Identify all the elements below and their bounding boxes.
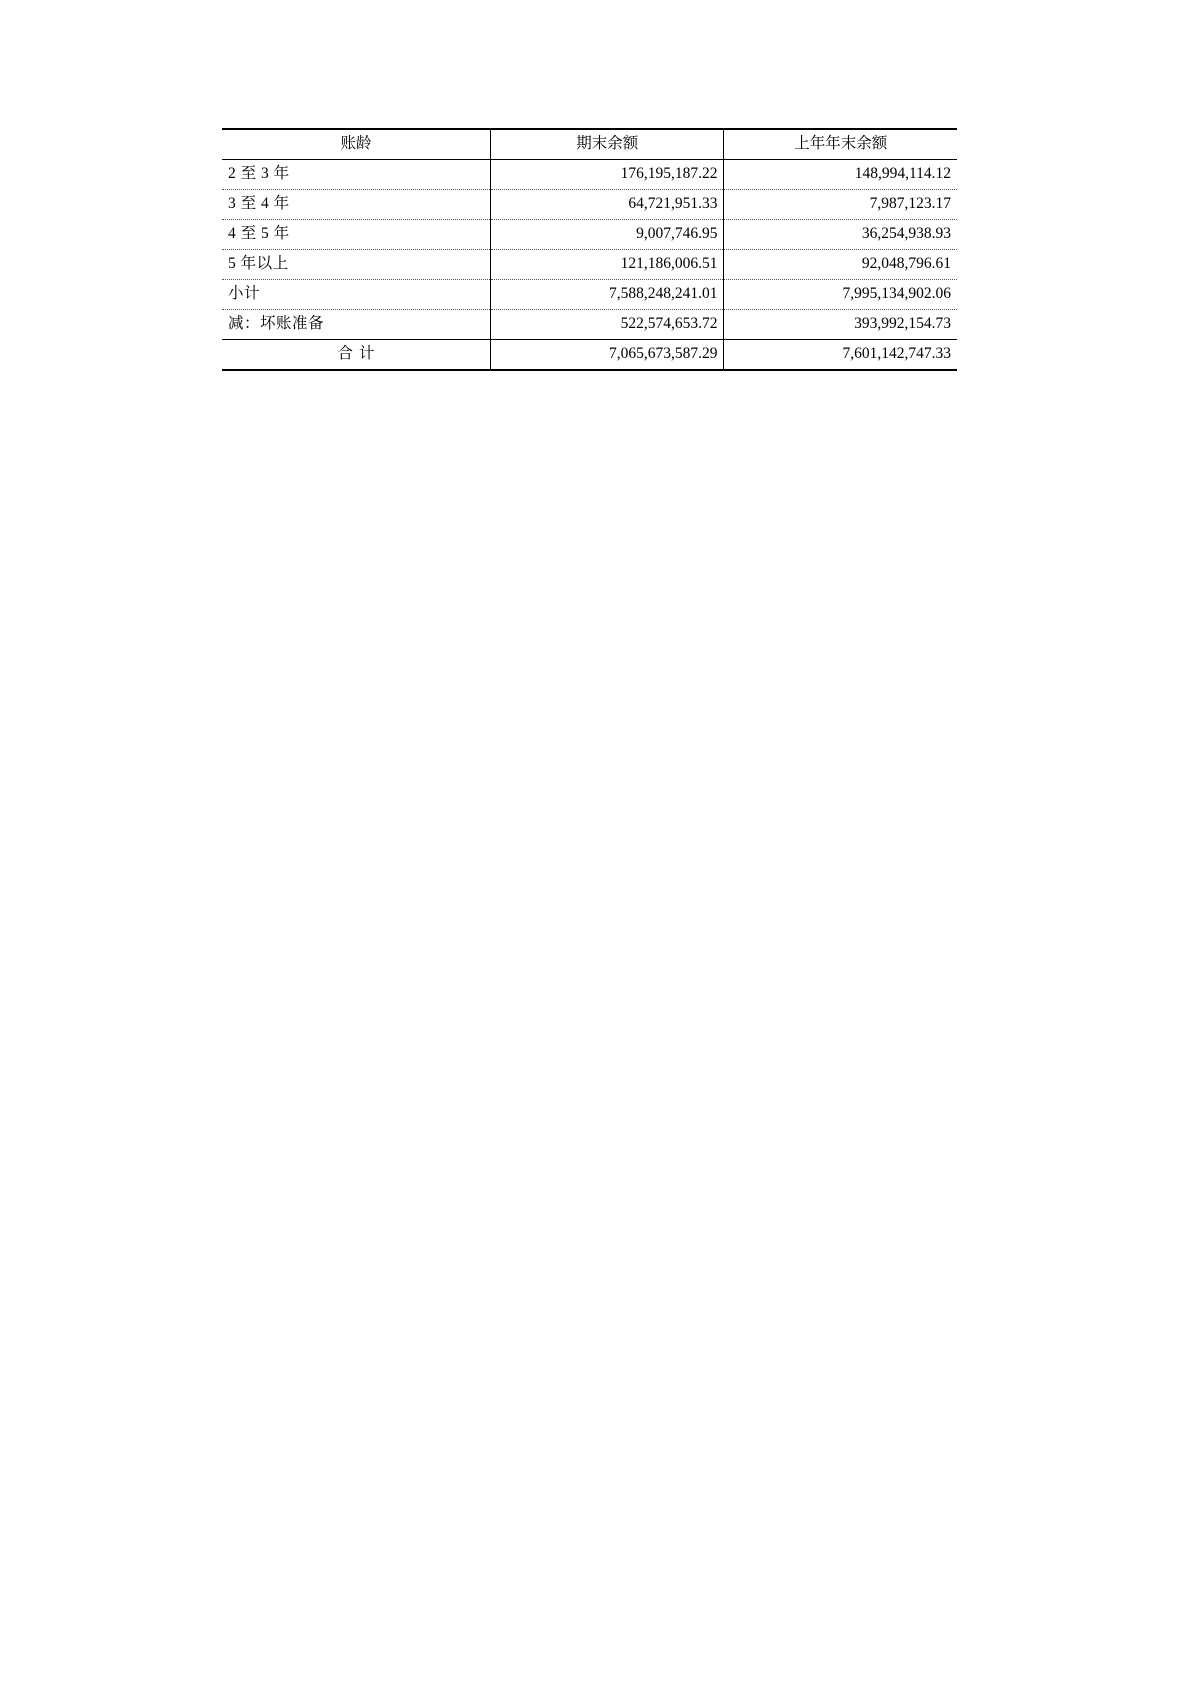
table-total-row [222, 340, 957, 371]
row-label: 减：坏账准备 [228, 315, 325, 333]
row-previous-value: 7,987,123.17 [724, 190, 957, 220]
total-previous-value: 7,601,142,747.33 [724, 340, 957, 371]
table-row [222, 280, 957, 310]
row-current-value: 121,186,006.51 [491, 250, 724, 280]
row-label: 小计 [228, 285, 261, 303]
row-label: 2 至 3 年 [228, 165, 290, 183]
row-current-value: 64,721,951.33 [491, 190, 724, 220]
row-label: 3 至 4 年 [228, 195, 290, 213]
row-previous-value: 36,254,938.93 [724, 220, 957, 250]
column-header-ending-balance: 期末余额 [491, 129, 724, 160]
table-row [222, 220, 957, 250]
table-header-row [222, 129, 957, 160]
column-header-prior-year-ending-balance: 上年年末余额 [724, 129, 957, 160]
aging-table-container [222, 128, 957, 371]
row-label: 4 至 5 年 [228, 225, 290, 243]
table-row [222, 250, 957, 280]
total-current-value: 7,065,673,587.29 [491, 340, 724, 371]
row-current-value: 9,007,746.95 [491, 220, 724, 250]
column-header-aging: 账龄 [222, 129, 491, 160]
row-label: 5 年以上 [228, 255, 289, 273]
row-current-value: 176,195,187.22 [491, 160, 724, 190]
row-previous-value: 7,995,134,902.06 [724, 280, 957, 310]
row-current-value: 522,574,653.72 [491, 310, 724, 340]
row-previous-value: 148,994,114.12 [724, 160, 957, 190]
table-row [222, 190, 957, 220]
row-previous-value: 393,992,154.73 [724, 310, 957, 340]
accounts-receivable-aging-table [222, 128, 957, 371]
row-current-value: 7,588,248,241.01 [491, 280, 724, 310]
row-previous-value: 92,048,796.61 [724, 250, 957, 280]
table-row [222, 160, 957, 190]
table-row [222, 310, 957, 340]
total-label: 合计 [337, 345, 381, 363]
